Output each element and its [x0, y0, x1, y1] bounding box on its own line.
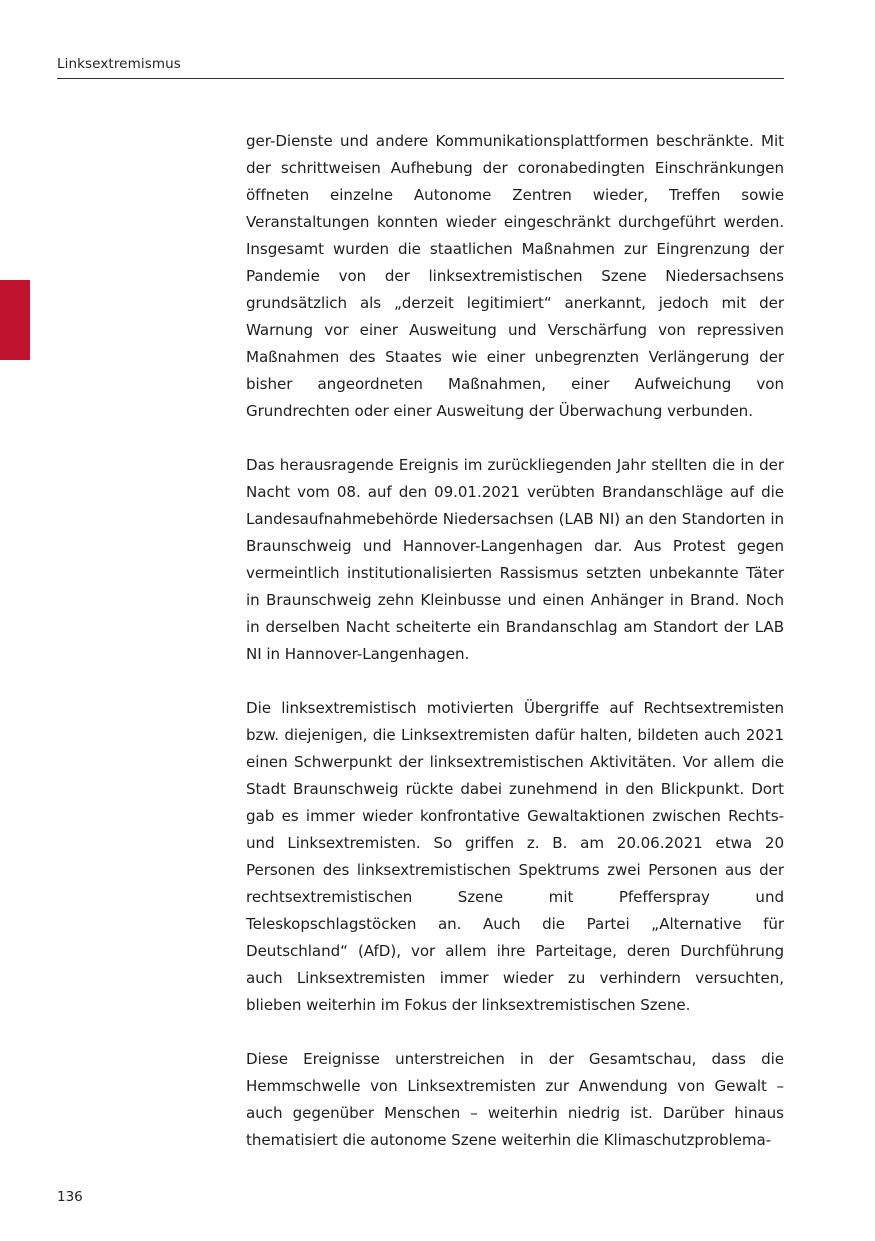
- running-header-title: Linksextremismus: [57, 56, 181, 72]
- body-text: [246, 128, 784, 1181]
- paragraph-3: Die linksextremistisch motivierten Übergriffe auf Rechtsextremisten bzw. diejenigen, die Linksextremisten dafür halten, bildeten auch 2021 einen Schwerpunkt der linksextremistischen Aktivitäten. Vor allem die Stadt Braunschweig rückte dabei zunehmend in den Blickpunkt. Dort gab es immer wieder konfrontative Gewaltaktionen zwischen Rechts- und Linksextremisten. So griffen z. B. am 20.06.2021 etwa 20 Personen des linksextremistischen Spektrums zwei Personen aus der rechtsextremistischen Szene mit Pfefferspray und Teleskopschlagstöcken an. Auch die Partei „Alternative für Deutschland“ (AfD), vor allem ihre Parteitage, deren Durchführung auch Linksextremisten immer wieder zu verhindern versuchten, blieben weiterhin im Fokus der linksextremistischen Szene.: [246, 699, 784, 1014]
- paragraph-1: ger-Dienste und andere Kommunikationsplattformen beschränkte. Mit der schrittweisen Aufhebung der coronabedingten Einschränkungen öffneten einzelne Autonome Zentren wieder, Treffen sowie Veranstaltungen konnten wieder eingeschränkt durchgeführt werden. Insgesamt wurden die staatlichen Maßnahmen zur Eingrenzung der Pandemie von der linksextremistischen Szene Niedersachsens grundsätzlich als „derzeit legitimiert“ anerkannt, jedoch mit der Warnung vor einer Ausweitung und Verschärfung von repressiven Maßnahmen des Staates wie einer unbegrenzten Verlängerung der bisher angeordneten Maßnahmen, einer Aufweichung von Grundrechten oder einer Ausweitung der Überwachung verbunden.: [246, 132, 784, 420]
- page-number: 136: [57, 1189, 83, 1205]
- paragraph-4: Diese Ereignisse unterstreichen in der Gesamtschau, dass die Hemmschwelle von Linksextremisten zur Anwendung von Gewalt – auch gegenüber Menschen – weiterhin niedrig ist. Darüber hinaus thematisiert die autonome Szene weiterhin die Klimaschutzproblema-: [246, 1050, 784, 1149]
- header-divider: [57, 78, 784, 79]
- chapter-side-marker: [0, 280, 30, 360]
- paragraph-2: Das herausragende Ereignis im zurückliegenden Jahr stellten die in der Nacht vom 08. auf den 09.01.2021 verübten Brandanschläge auf die Landesaufnahmebehörde Niedersachsen (LAB NI) an den Standorten in Braunschweig und Hannover-Langenhagen dar. Aus Protest gegen vermeintlich institutionalisierten Rassismus setzten unbekannte Täter in Braunschweig zehn Kleinbusse und einen Anhänger in Brand. Noch in derselben Nacht scheiterte ein Brandanschlag am Standort der LAB NI in Hannover-Langenhagen.: [246, 456, 784, 663]
